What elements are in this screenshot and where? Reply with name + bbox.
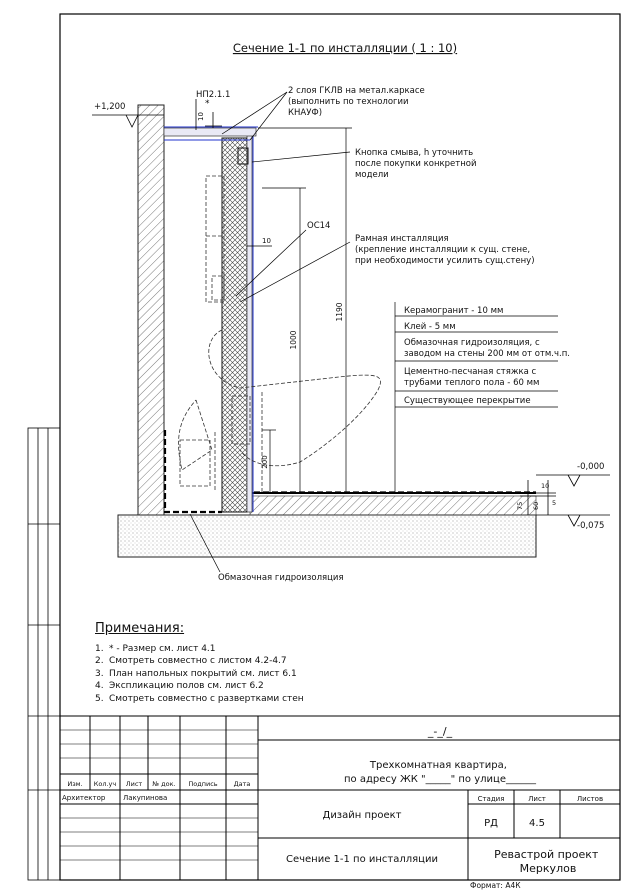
note-item: 3. План напольных покрытий см. лист 6.1 xyxy=(95,668,297,679)
dim-75: 75 xyxy=(516,501,524,510)
level-top-label: +1,200 xyxy=(94,102,126,112)
stamp-stage: РД xyxy=(484,818,498,829)
stamp-sheet-no: 4.5 xyxy=(529,818,545,829)
layer-1: Керамогранит - 10 мм xyxy=(404,306,504,316)
dim-1190: 1190 xyxy=(335,302,344,322)
layer-4: Цементно-песчаная стяжка с трубами теплого пола - 60 мм xyxy=(404,367,540,388)
stamp-sheets-label: Листов xyxy=(576,795,604,803)
stamp-person: Лакупинова xyxy=(123,794,168,802)
stamp-code: _-_/_ xyxy=(427,725,453,738)
stamp-stage-label: Стадия xyxy=(477,795,505,803)
level-slab-label: -0,075 xyxy=(577,521,605,531)
note-item: 4. Экспликацию полов см. лист 6.2 xyxy=(95,681,264,692)
stamp-design: Дизайн проект xyxy=(322,810,402,821)
layer-5: Существующее перекрытие xyxy=(404,396,531,406)
waterproofing-line xyxy=(165,430,222,512)
note-item: 1. * - Размер см. лист 4.1 xyxy=(95,644,216,654)
np-mark: НП2.1.1 xyxy=(196,90,231,100)
notes-title: Примечания: xyxy=(95,621,185,636)
stamp-role: Архитектор xyxy=(62,794,106,802)
floor-screed xyxy=(250,496,536,515)
notes-list xyxy=(95,643,304,705)
layer-2: Клей - 5 мм xyxy=(404,322,456,332)
stamp-h-date: Дата xyxy=(233,780,251,788)
callout-button: Кнопка смыва, h уточнить после покупки конкретной модели xyxy=(355,148,477,180)
callout-frame: Рамная инсталляция (крепление инсталляции к сущ. стене, при необходимости усилить сущ.стену) xyxy=(355,234,535,266)
os14-mark: ОС14 xyxy=(307,221,331,231)
callout-waterproof: Обмазочная гидроизоляция xyxy=(218,573,344,583)
note-item: 2. Смотреть совместно с листом 4.2-4.7 xyxy=(95,656,287,667)
stamp-h-list: Лист xyxy=(125,780,143,788)
dim-60: 60 xyxy=(532,501,540,510)
star-mark: * xyxy=(205,99,210,109)
dim-10c: 10 xyxy=(541,482,550,490)
dim-200: 200 xyxy=(261,455,269,469)
toilet-outline xyxy=(179,176,381,492)
stamp-project: Трехкомнатная квартира, по адресу ЖК "_____" по улице______ xyxy=(343,760,537,785)
installation-frame xyxy=(222,138,247,512)
existing-wall xyxy=(138,105,164,515)
dim-10a: 10 xyxy=(197,112,205,121)
stamp-h-izm: Изм. xyxy=(67,780,83,788)
note-item: 5. Смотреть совместно с развертками стен xyxy=(95,693,304,704)
stamp-h-kol: Кол.уч xyxy=(93,780,117,788)
gklv-panel xyxy=(247,134,252,512)
level-floor-label: -0,000 xyxy=(577,462,605,472)
stamp-h-sign: Подпись xyxy=(188,780,218,788)
stamp-sheet-title: Сечение 1-1 по инсталляции xyxy=(285,854,439,865)
callout-gklv: 2 слоя ГКЛВ на метал.каркасе (выполнить по технологии КНАУФ) xyxy=(288,86,425,118)
format-label: Формат: А4К xyxy=(470,881,521,890)
drawing-title: Сечение 1-1 по инсталляции ( 1 : 10) xyxy=(232,41,458,55)
dim-1000: 1000 xyxy=(289,330,298,350)
stamp-org: Реваcтрой проект Меркулов xyxy=(494,848,599,875)
floor-slab xyxy=(118,515,536,557)
stamp-h-doc: № док. xyxy=(152,780,176,788)
side-table xyxy=(28,428,60,880)
stamp-sheet-label: Лист xyxy=(528,795,546,803)
dim-10b: 10 xyxy=(262,237,271,245)
dim-5: 5 xyxy=(552,499,557,507)
gklv-top xyxy=(164,128,256,136)
layer-3: Обмазочная гидроизоляция, с заводом на стены 200 мм от отм.ч.п. xyxy=(404,338,570,359)
